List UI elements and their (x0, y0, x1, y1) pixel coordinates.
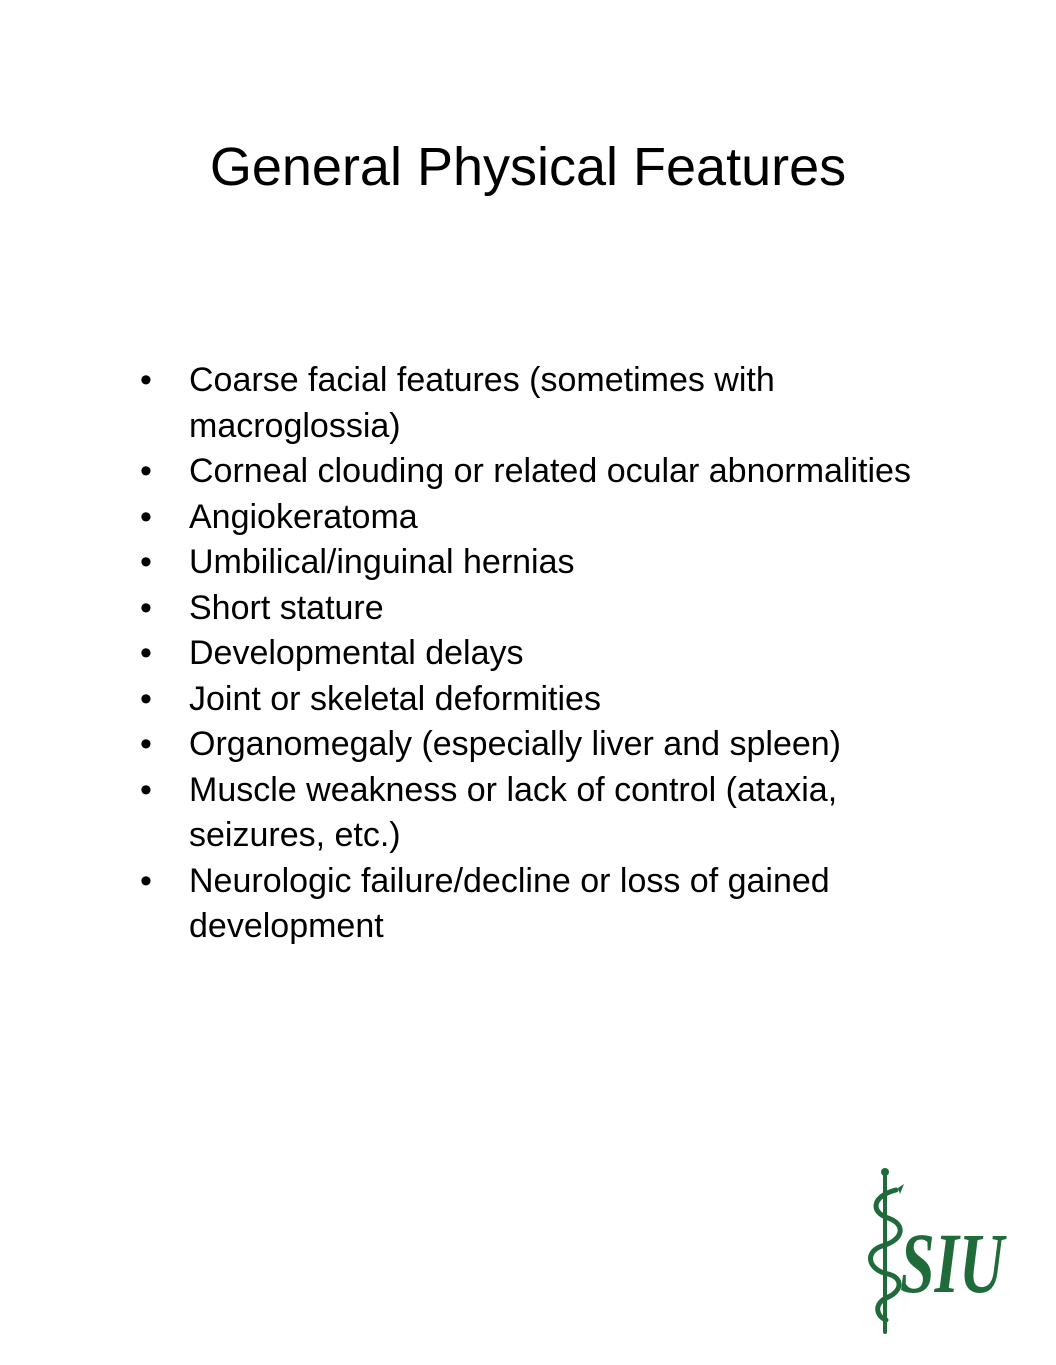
list-item (140, 722, 930, 768)
bullet-marker: • (140, 770, 152, 809)
bullet-marker: • (140, 725, 152, 763)
bullet-list (140, 358, 930, 950)
staff-icon (871, 1168, 904, 1334)
list-item-text: Organomegaly (especially liver and spleen) (189, 725, 841, 763)
siu-logo-mark (862, 1166, 1007, 1338)
list-item (140, 677, 930, 723)
bullet-marker: • (140, 679, 152, 718)
list-item-text: Muscle weakness or lack of control (ataxia, seizures, etc.) (189, 770, 838, 854)
list-item-text: Neurologic failure/decline or loss of gained development (189, 861, 830, 945)
list-item (140, 631, 930, 677)
list-item (140, 449, 930, 495)
list-item (140, 495, 930, 541)
list-item (140, 586, 930, 632)
bullet-marker: • (140, 497, 152, 536)
list-item-text: Developmental delays (189, 634, 524, 672)
list-item (140, 859, 930, 950)
list-item-text: Short stature (189, 588, 384, 627)
logo-text: SIU (900, 1215, 1007, 1311)
bullet-marker: • (140, 543, 152, 581)
list-item (140, 540, 930, 586)
bullet-marker: • (140, 634, 152, 672)
siu-logo (862, 1166, 1007, 1338)
bullet-marker: • (140, 588, 152, 627)
list-item-text: Joint or skeletal deformities (189, 679, 601, 718)
list-item (140, 768, 930, 859)
bullet-marker: • (140, 861, 152, 900)
slide-title: General Physical Features (209, 137, 847, 197)
list-item-text: Angiokeratoma (189, 497, 418, 536)
list-item-text: Umbilical/inguinal hernias (189, 543, 575, 581)
list-item-text: Corneal clouding or related ocular abnormalities (189, 452, 911, 490)
list-item (140, 358, 930, 449)
bullet-marker: • (140, 452, 152, 490)
list-item-text: Coarse facial features (sometimes with macroglossia) (189, 361, 775, 445)
bullet-marker: • (140, 361, 152, 399)
